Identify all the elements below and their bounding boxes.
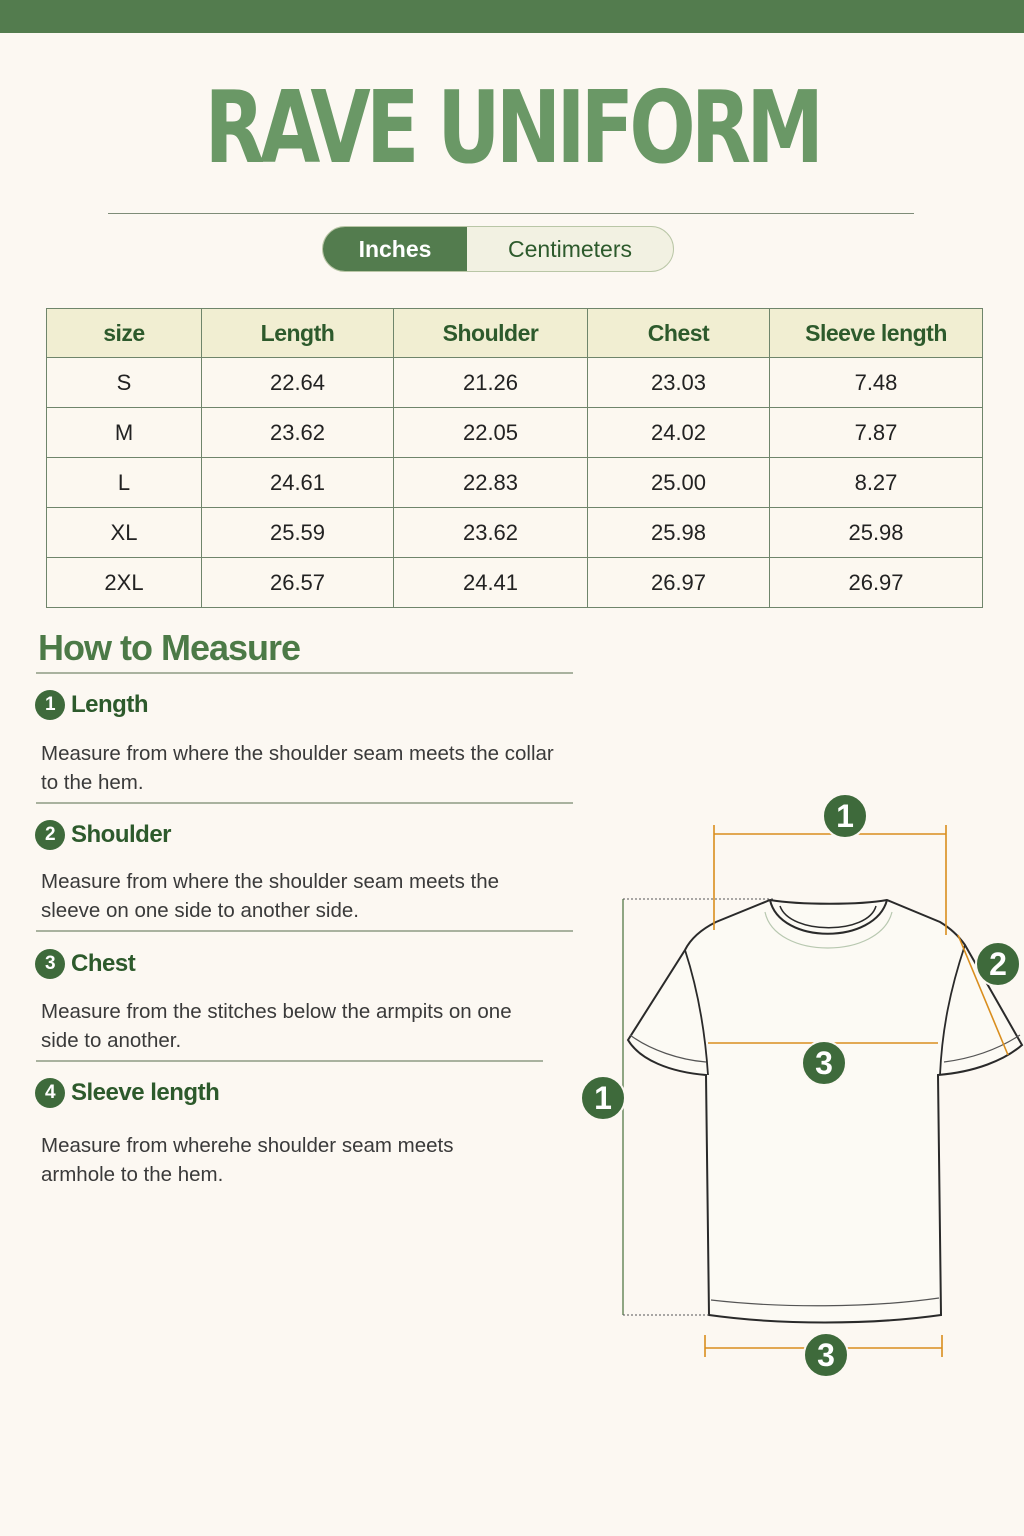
column-header-size: size bbox=[47, 309, 202, 358]
column-header-sleeve-length: Sleeve length bbox=[770, 309, 983, 358]
cell-sleeve-length: 26.97 bbox=[770, 558, 983, 608]
step-label: Chest bbox=[71, 950, 136, 977]
step-heading-shoulder bbox=[35, 820, 171, 850]
cell-size: 2XL bbox=[47, 558, 202, 608]
cell-sleeve-length: 8.27 bbox=[770, 458, 983, 508]
step-heading-sleeve-length bbox=[35, 1078, 219, 1108]
step-number-icon: 2 bbox=[35, 820, 65, 850]
measure-badge-hem: 3 bbox=[803, 1332, 849, 1378]
cell-shoulder: 21.26 bbox=[394, 358, 588, 408]
cell-length: 25.59 bbox=[202, 508, 394, 558]
cell-length: 22.64 bbox=[202, 358, 394, 408]
step-description: Measure from wherehe shoulder seam meets armhole to the hem. bbox=[41, 1134, 454, 1186]
tshirt-measurement-diagram bbox=[570, 780, 1024, 1400]
step-description: Measure from where the shoulder seam meets the sleeve on one side to another side. bbox=[41, 870, 500, 922]
column-header-shoulder: Shoulder bbox=[394, 309, 588, 358]
cell-length: 26.57 bbox=[202, 558, 394, 608]
cell-length: 23.62 bbox=[202, 408, 394, 458]
cell-shoulder: 23.62 bbox=[394, 508, 588, 558]
tshirt-icon bbox=[570, 780, 1024, 1400]
cell-size: M bbox=[47, 408, 202, 458]
step-divider bbox=[36, 802, 573, 804]
step-heading-chest bbox=[35, 949, 135, 979]
cell-sleeve-length: 7.87 bbox=[770, 408, 983, 458]
top-banner bbox=[0, 0, 1024, 33]
table-row bbox=[47, 408, 983, 458]
cell-size: L bbox=[47, 458, 202, 508]
step-description: Measure from where the shoulder seam meets the collar to the hem. bbox=[41, 742, 554, 794]
how-to-measure-title: How to Measure bbox=[38, 627, 301, 668]
cell-size: XL bbox=[47, 508, 202, 558]
cell-shoulder: 22.83 bbox=[394, 458, 588, 508]
cell-chest: 26.97 bbox=[588, 558, 770, 608]
cell-sleeve-length: 7.48 bbox=[770, 358, 983, 408]
table-row bbox=[47, 558, 983, 608]
column-header-length: Length bbox=[202, 309, 394, 358]
cell-chest: 23.03 bbox=[588, 358, 770, 408]
step-heading-length bbox=[35, 690, 148, 720]
table-row bbox=[47, 358, 983, 408]
cell-chest: 24.02 bbox=[588, 408, 770, 458]
size-chart-table bbox=[46, 308, 983, 608]
measure-badge-length-side: 1 bbox=[580, 1075, 626, 1121]
step-number-icon: 1 bbox=[35, 690, 65, 720]
cell-length: 24.61 bbox=[202, 458, 394, 508]
title-divider bbox=[108, 213, 914, 214]
measure-badge-chest: 3 bbox=[801, 1040, 847, 1086]
cell-sleeve-length: 25.98 bbox=[770, 508, 983, 558]
step-divider bbox=[36, 1060, 543, 1062]
cell-size: S bbox=[47, 358, 202, 408]
section-divider bbox=[36, 672, 573, 674]
measure-badge-shoulder: 2 bbox=[975, 941, 1021, 987]
step-label: Sleeve length bbox=[71, 1079, 220, 1106]
cell-chest: 25.00 bbox=[588, 458, 770, 508]
cell-chest: 25.98 bbox=[588, 508, 770, 558]
step-label: Shoulder bbox=[71, 821, 172, 848]
cell-shoulder: 24.41 bbox=[394, 558, 588, 608]
unit-toggle[interactable] bbox=[322, 226, 674, 272]
table-header-row bbox=[47, 309, 983, 358]
measure-badge-length-top: 1 bbox=[822, 793, 868, 839]
step-divider bbox=[36, 930, 573, 932]
step-label: Length bbox=[71, 691, 148, 718]
unit-option-inches[interactable]: Inches bbox=[323, 227, 467, 271]
table-row bbox=[47, 508, 983, 558]
cell-shoulder: 22.05 bbox=[394, 408, 588, 458]
step-number-icon: 3 bbox=[35, 949, 65, 979]
step-description: Measure from the stitches below the armpits on one side to another. bbox=[41, 1000, 512, 1052]
column-header-chest: Chest bbox=[588, 309, 770, 358]
unit-option-centimeters[interactable]: Centimeters bbox=[508, 235, 632, 262]
step-number-icon: 4 bbox=[35, 1078, 65, 1108]
table-row bbox=[47, 458, 983, 508]
page-title: RAVE UNIFORM bbox=[204, 69, 820, 186]
